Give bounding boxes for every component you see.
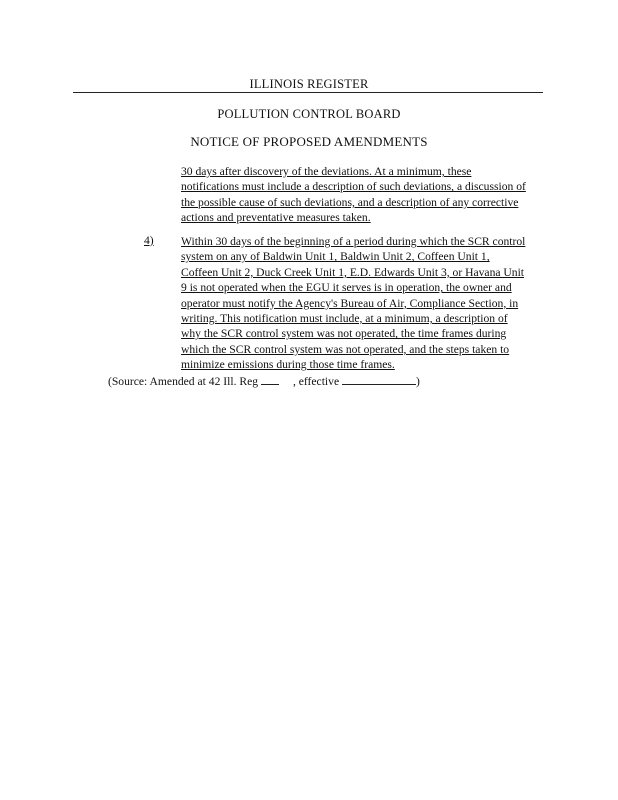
text-line: notifications must include a description of such deviations, a discussion of	[181, 180, 526, 194]
text-line: 30 days after discovery of the deviations. At a minimum, these	[181, 165, 472, 178]
header-rule	[73, 92, 543, 93]
subsection-number: 4)	[144, 234, 154, 247]
text-line: minimize emissions during those time frames.	[181, 358, 395, 372]
text-line: Within 30 days of the beginning of a period during which the SCR control	[181, 235, 526, 248]
source-suffix: )	[416, 375, 420, 388]
text-line: the possible cause of such deviations, and a description of any corrective	[181, 195, 519, 209]
register-page-blank	[261, 373, 279, 385]
subsection-paragraph	[181, 234, 543, 373]
text-line: Coffeen Unit 2, Duck Creek Unit 1, E.D. Edwards Unit 3, or Havana Unit	[181, 265, 525, 279]
source-effective: , effective	[292, 375, 340, 388]
text-line: 9 is not operated when the EGU it serves is in operation, the owner and	[181, 281, 512, 295]
register-title: ILLINOIS REGISTER	[249, 77, 369, 91]
text-line: actions and preventative measures taken.	[181, 211, 371, 225]
text-line: why the SCR control system was not operated, the time frames during	[181, 327, 507, 341]
text-line: system on any of Baldwin Unit 1, Baldwin Unit 2, Coffeen Unit 1,	[181, 250, 490, 264]
notice-title: NOTICE OF PROPOSED AMENDMENTS	[190, 134, 428, 149]
effective-date-blank	[342, 373, 416, 385]
source-note	[108, 373, 420, 388]
board-title: POLLUTION CONTROL BOARD	[217, 107, 401, 121]
text-line: writing. This notification must include, at a minimum, a description of	[181, 312, 508, 326]
source-prefix: (Source: Amended at 42 Ill. Reg	[108, 375, 259, 388]
text-line: operator must notify the Agency's Bureau of Air, Compliance Section, in	[181, 296, 519, 310]
text-line: which the SCR control system was not operated, and the steps taken to	[181, 342, 510, 356]
paragraph-continuation	[181, 164, 543, 226]
